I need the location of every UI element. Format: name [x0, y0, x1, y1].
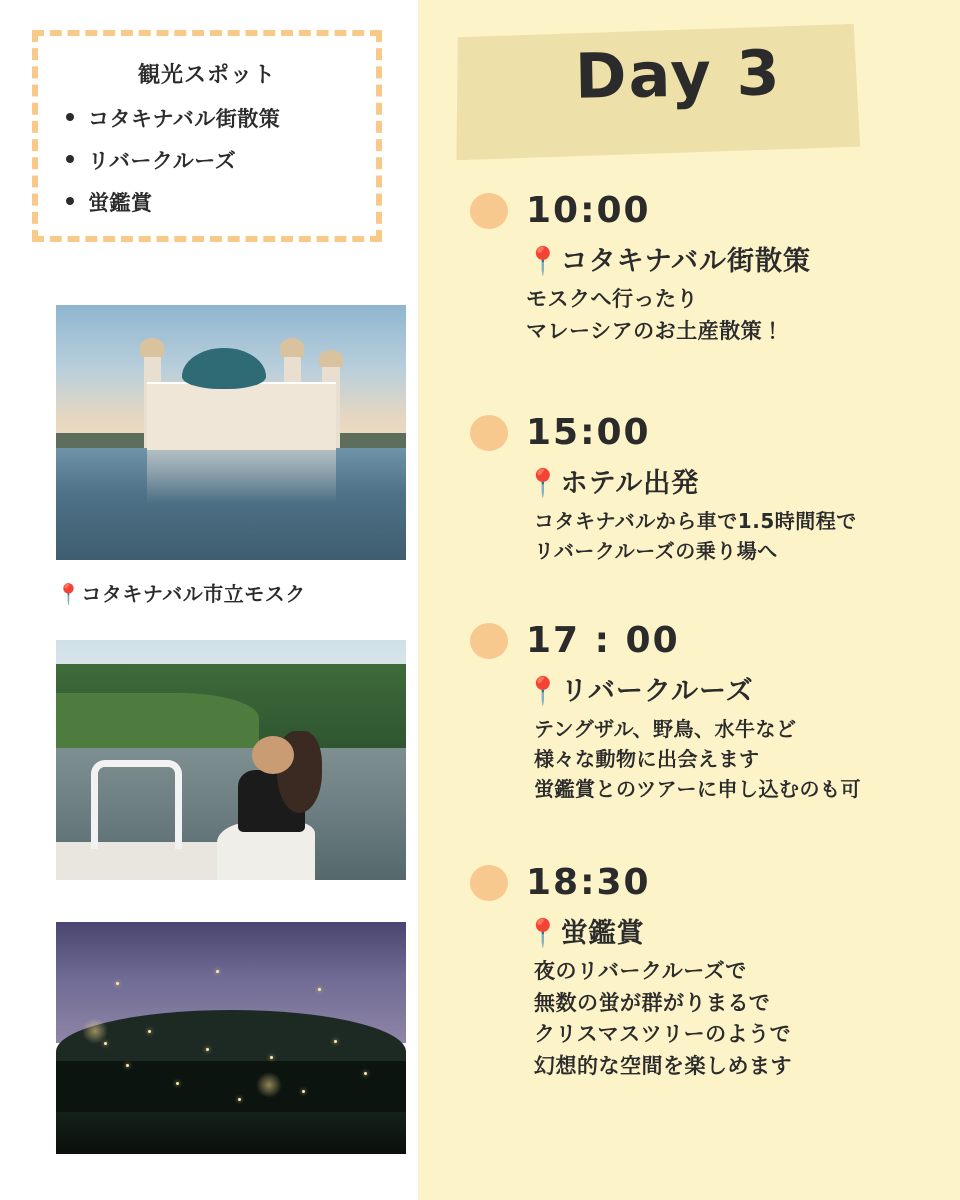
page-title: Day 3	[574, 36, 783, 113]
entry-time: 18:30	[526, 862, 651, 903]
entry-description	[526, 284, 950, 347]
time-row	[470, 862, 950, 903]
person-head	[252, 736, 294, 774]
mosque-caption	[56, 578, 416, 607]
location-pin-icon: 📍	[56, 582, 82, 606]
firefly-spark	[148, 1030, 151, 1033]
entry-place-text: ホテル出発	[560, 468, 700, 499]
list-item: 蛍鑑賞	[66, 187, 376, 217]
time-row	[470, 620, 950, 661]
location-pin-icon: 📍	[526, 676, 561, 707]
entry-description	[534, 506, 950, 566]
firefly-spark	[116, 982, 119, 985]
firefly-spark	[238, 1098, 241, 1101]
list-item: リバークルーズ	[66, 145, 376, 175]
desc-line: 様々な動物に出会えます	[534, 747, 760, 771]
spots-list	[38, 103, 376, 217]
bullet-dot-icon	[470, 623, 508, 659]
mosque-caption-text: コタキナバル市立モスク	[81, 582, 306, 606]
entry-place	[526, 669, 950, 708]
firefly-spark	[318, 988, 321, 991]
entry-place	[526, 911, 950, 950]
firefly-glow	[256, 1072, 282, 1098]
location-pin-icon: 📍	[526, 246, 561, 277]
bullet-dot-icon	[470, 415, 508, 451]
firefly-spark	[176, 1082, 179, 1085]
desc-line: 無数の蛍が群がりまるで	[534, 990, 771, 1015]
sightseeing-spots-box	[32, 30, 382, 242]
desc-line: クリスマスツリーのようで	[534, 1022, 792, 1046]
mosque-building	[147, 382, 336, 450]
river-water	[56, 1112, 406, 1154]
desc-line: リバークルーズの乗り場へ	[534, 539, 778, 563]
entry-description	[534, 714, 950, 804]
schedule-entry-3	[470, 620, 950, 804]
location-pin-icon: 📍	[526, 918, 561, 949]
time-row	[470, 190, 950, 231]
jungle-foreground	[56, 693, 259, 755]
firefly-spark	[216, 970, 219, 973]
desc-line: マレーシアのお土産散策！	[526, 318, 784, 343]
firefly-spark	[270, 1056, 273, 1059]
schedule-entry-2	[470, 412, 950, 566]
firefly-spark	[206, 1048, 209, 1051]
firefly-spark	[104, 1042, 107, 1045]
boat-rail	[91, 760, 182, 849]
firefly-glow	[82, 1018, 108, 1044]
firefly-spark	[334, 1040, 337, 1043]
entry-time: 10:00	[526, 190, 651, 231]
list-item: コタキナバル街散策	[66, 103, 376, 133]
entry-place-text: 蛍鑑賞	[560, 918, 645, 949]
entry-place-text: コタキナバル街散策	[560, 246, 812, 277]
river-cruise-photo	[56, 640, 406, 880]
entry-place	[526, 239, 950, 278]
firefly-spark	[364, 1072, 367, 1075]
desc-line: モスクへ行ったり	[526, 287, 698, 311]
mosque-photo	[56, 305, 406, 560]
bullet-dot-icon	[470, 193, 508, 229]
reflection	[147, 448, 336, 504]
fireflies-photo	[56, 922, 406, 1154]
spots-title: 観光スポット	[137, 63, 276, 88]
entry-description	[534, 956, 950, 1082]
schedule-entry-1	[470, 190, 950, 347]
desc-line: テングザル、野鳥、水牛など	[534, 717, 797, 741]
entry-place	[526, 461, 950, 500]
entry-place-text: リバークルーズ	[560, 676, 754, 707]
firefly-spark	[302, 1090, 305, 1093]
firefly-spark	[126, 1064, 129, 1067]
bullet-dot-icon	[470, 865, 508, 901]
entry-time: 15:00	[526, 412, 651, 453]
desc-line: 幻想的な空間を楽しめます	[534, 1053, 792, 1078]
desc-line: 夜のリバークルーズで	[534, 959, 747, 983]
desc-line: 蛍鑑賞とのツアーに申し込むのも可	[534, 777, 861, 801]
time-row	[470, 412, 950, 453]
location-pin-icon: 📍	[526, 468, 561, 499]
schedule-entry-4	[470, 862, 950, 1082]
desc-line: コタキナバルから車で1.5時間程で	[534, 509, 857, 533]
entry-time: 17 : 00	[526, 620, 680, 661]
